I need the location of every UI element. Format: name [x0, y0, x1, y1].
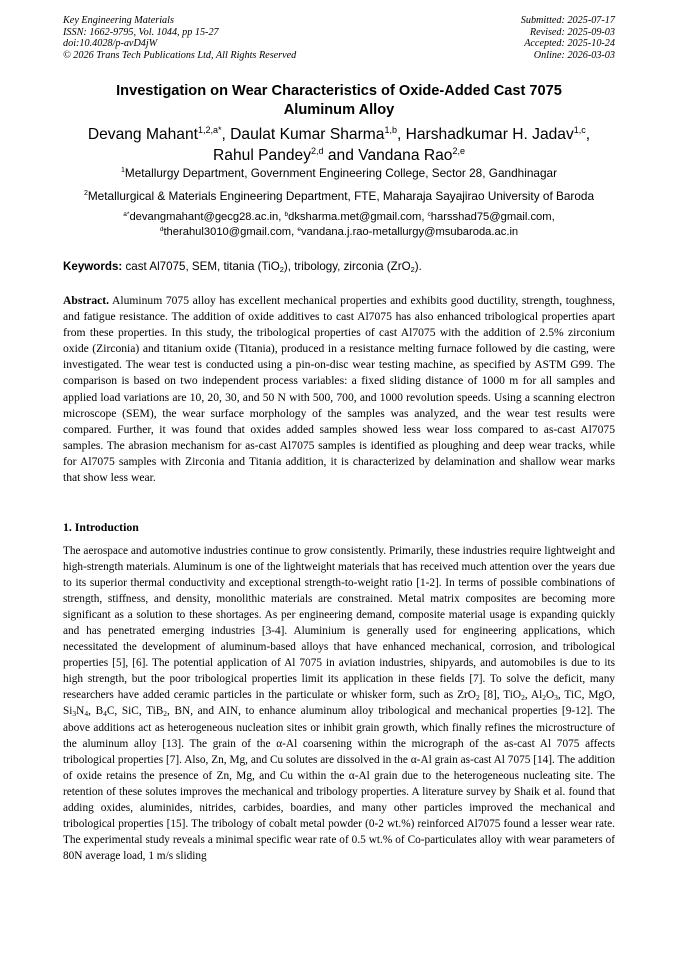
intro-text: , B: [88, 705, 104, 718]
issn-volume: ISSN: 1662-9795, Vol. 1044, pp 15-27: [63, 26, 219, 38]
author-list: [63, 124, 615, 166]
author-separator: ,: [585, 126, 591, 143]
email-address[interactable]: devangmahant@gecg28.ac.in,: [129, 211, 285, 223]
author-affil-mark: 1,c: [573, 125, 586, 135]
intro-text: , Al: [524, 689, 543, 702]
intro-text: , BN, and AIN, to enhance aluminum alloy tribological and mechanical properties [9-12]. The above additions act as heterogeneous nucleation sites or inhibit grain growth, which finally refines the microstructure of the aluminum alloy [13]. The grain of the α-Al coarsening within the micrograph of the as-cast Al 7075 affects tribological properties [7]. Also, Zn, Mg, and Cu solutes are dissolved in the α-Al grain as-cast Al 7075 [14]. The addition of oxide retains the presence of Zn, Mg, and Cu within the α-Al grain due to the heterogeneous nucleating site. The retention of these solutes improves the mechanical and tribology properties. A literature survey by Shaik et al. found that adding oxides, aluminides, nitrides, carbides, boardies, and many other particles improved the mechanical and tribological properties [15]. The tribology of cobalt metal powder (0-2 wt.%) reinforced Al7075 found a lesser wear rate. The experimental study reveals a minimal specific wear rate of 0.5 wt.% of Co-particulates alloy with wear parameters of 80N average load, 1 m/s sliding: [63, 705, 615, 862]
author-name: Daulat Kumar Sharma: [230, 126, 385, 143]
email-mark: a*: [123, 211, 130, 218]
revised-date: Revised: 2025-09-03: [529, 26, 615, 38]
author-affil-mark: 2,e: [452, 146, 465, 156]
author-affil-mark: 1,2,a*: [197, 125, 222, 135]
subscript: 2: [475, 693, 480, 703]
section-heading-introduction: 1. Introduction: [63, 520, 139, 534]
subscript: 2: [542, 693, 546, 703]
email-address[interactable]: vandana.j.rao-metallurgy@msubaroda.ac.in: [300, 225, 519, 238]
author-affil-mark: 2,d: [311, 146, 324, 156]
subscript: 2: [279, 265, 284, 274]
online-date: Online: 2026-03-03: [533, 49, 615, 61]
abstract: [63, 293, 615, 486]
affiliation-2: [40, 189, 638, 204]
accepted-date: Accepted: 2025-10-24: [524, 38, 615, 50]
keywords-text: ).: [414, 260, 422, 273]
email-mark: c: [427, 211, 431, 218]
journal-info: [63, 15, 296, 61]
emails-line-2: [63, 225, 615, 240]
journal-name: Key Engineering Materials: [63, 15, 174, 26]
title-line-1: Investigation on Wear Characteristics of Oxide-Added Cast 7075: [116, 83, 562, 99]
keywords-text: ), tribology, zirconia (ZrO: [283, 260, 411, 273]
emails-line-1: [63, 210, 615, 225]
intro-text: The aerospace and automotive industries continue to grow consistently. Primarily, these industries require lightweight and high-strength materials. Aluminum is one of the lightweight materials that has received much attention over the years due to its superior thermal conductivity and exceptional strength-to-weight ratio [1-2]. In terms of possible combinations of strength, stiffness, and density, monolithic materials are constrained. Metal matrix composites are becoming more significant as a solution to these shortages. As per engineering demand, composite material usage is expanding quickly and has penetrated emerging industries [3-4]. Aluminium is generally used for engineering applications, which necessitated the development of aluminum-based alloys that have enhanced mechanical, corrosion, and tribological properties [5], [6]. The potential application of Al 7075 in aviation industries, shipyards, and automobiles is due to its high strength, but the poor tribological properties limit its application in these fields [7]. To solve the deficit, many researchers have added ceramic particles in the particulate or whisker form, such as ZrO: [63, 545, 615, 702]
doi: doi:10.4028/p-avD4jW: [63, 38, 158, 50]
intro-text: , TiC, MgO, Si: [63, 689, 615, 718]
author-name: Devang Mahant: [87, 126, 198, 143]
affiliation-1: [40, 166, 638, 181]
subscript: 2: [410, 265, 415, 274]
author-name: Rahul Pandey: [213, 147, 312, 164]
author-emails: [63, 210, 615, 239]
abstract-text: Aluminum 7075 alloy has excellent mechanical properties and exhibits good ductility, strength, toughness, and fatigue resistance. The addition of oxide additives to cast Al7075 has also enhanced tribological properties apart from these properties. In this study, the tribological properties of cast Al7075 with the addition of 2.5% zirconium oxide (Zirconia) and titanium oxide (Titania), produced in a resistance melting furnace followed by die casting, were investigated. The wear test is conducted using a pin-on-disc wear testing machine, as specified by ASTM G99. The comparison is based on two independent process variables: a fixed sliding distance of 1000 m for all samples and applied load variations are 10, 20, 30, and 50 N with 500, 700, and 1000 revolution speeds. Using a scanning electron microscope (SEM), the wear surface morphology of the samples was analyzed, and the wear test results were compared. Further, it was found that oxides added samples showed less wear loss compared to as-cast Al7075 samples. The abrasion mechanism for as-cast Al7075 samples is identified as ploughing and deep wear tracks, while for Al7075 samples with Zirconia and Titania addition, it is characterized by delamination and shallow wear marks that show less wear.: [63, 294, 615, 485]
author-separator: ,: [396, 126, 406, 143]
authors-line-2: [63, 145, 615, 166]
keywords-label: Keywords:: [63, 260, 123, 273]
keywords: [63, 260, 615, 274]
affiliation-mark: 1: [120, 167, 125, 174]
email-address[interactable]: dksharma.met@gmail.com,: [288, 211, 428, 223]
author-name: Harshadkumar H. Jadav: [405, 126, 574, 143]
intro-text: C, SiC, TiB: [106, 705, 164, 718]
email-address[interactable]: harsshad75@gmail.com,: [430, 211, 555, 223]
introduction-paragraph: [63, 543, 615, 864]
email-mark: d: [159, 225, 164, 233]
email-address[interactable]: therahul3010@gmail.com,: [163, 225, 298, 238]
paper-title: [63, 82, 615, 120]
copyright: © 2026 Trans Tech Publications Ltd, All Rights Reserved: [63, 49, 297, 61]
subscript: 2: [521, 693, 525, 703]
intro-text: [8], TiO: [479, 689, 522, 702]
author-affil-mark: 1,b: [384, 125, 397, 135]
subscript: 4: [84, 709, 89, 719]
title-line-2: Aluminum Alloy: [283, 102, 395, 118]
affiliation-mark: 2: [83, 190, 88, 197]
subscript: 2: [163, 709, 168, 719]
author-separator: and: [323, 147, 359, 164]
subscript: 3: [72, 709, 77, 719]
keywords-text: cast Al7075, SEM, titania (TiO: [122, 260, 280, 273]
intro-text: O: [545, 689, 555, 702]
author-separator: ,: [221, 126, 231, 143]
abstract-label: Abstract.: [63, 294, 110, 307]
subscript: 3: [554, 693, 558, 703]
subscript: 4: [103, 709, 107, 719]
publication-dates: [521, 15, 615, 61]
email-mark: e: [297, 225, 301, 233]
affiliation-text: Metallurgy Department, Government Engineering College, Sector 28, Gandhinagar: [124, 166, 558, 180]
authors-line-1: [63, 124, 615, 145]
author-name: Vandana Rao: [358, 147, 453, 164]
email-mark: b: [284, 211, 289, 218]
intro-text: N: [76, 705, 85, 718]
affiliation-text: Metallurgical & Materials Engineering Department, FTE, Maharaja Sayajirao University of Baroda: [87, 189, 595, 203]
submitted-date: Submitted: 2025-07-17: [520, 15, 615, 26]
